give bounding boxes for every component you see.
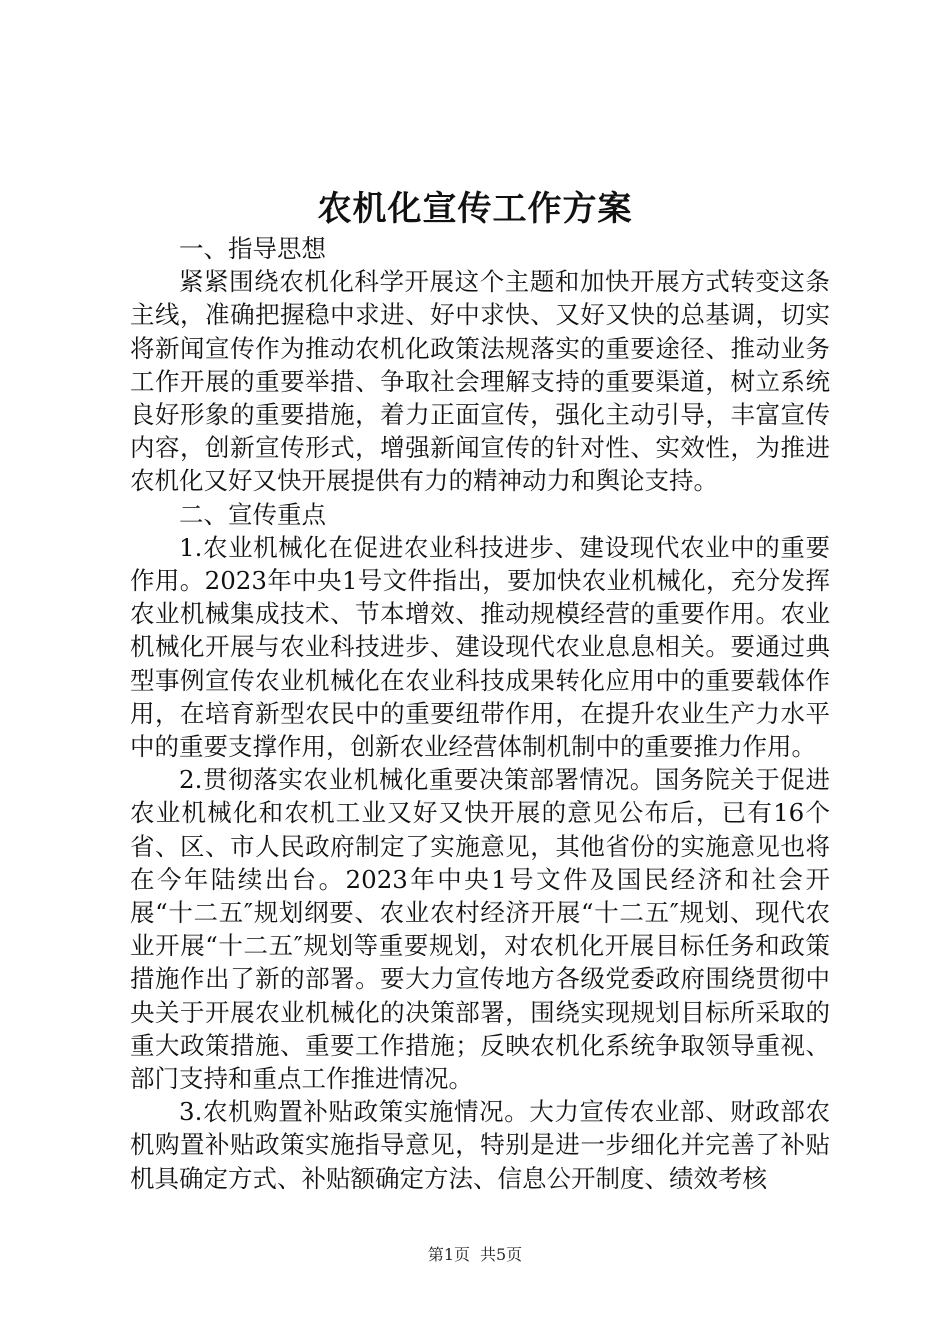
section-heading-publicity-focus: 二、宣传重点 <box>179 499 326 529</box>
page-footer <box>0 1244 950 1266</box>
paragraph-guiding-ideology: 紧紧围绕农机化科学开展这个主题和加快开展方式转变这条主线，准确把握稳中求进、好中求快、又好又快的总基调，切实将新闻宣传作为推动农机化政策法规落实的重要途径、推动业务工作开展的重要举措、争取社会理解支持的重要渠道，树立系统良好形象的重要措施，着力正面宣传，强化主动引导，丰富宣传内容，创新宣传形式，增强新闻宣传的针对性、实效性，为推进农机化又好又快开展提供有力的精神动力和舆论支持。 <box>130 267 830 496</box>
document-title: 农机化宣传工作方案 <box>317 189 633 229</box>
paragraph-point-2: 2.贯彻落实农业机械化重要决策部署情况。国务院关于促进农业机械化和农机工业又好又快开展的意见公布后，已有16个省、区、市人民政府制定了实施意见，其他省份的实施意见也将在今年陆续出台。2023年中央1号文件及国民经济和社会开展“十二五″规划纲要、农业农村经济开展“十二五″规划、现代农业开展“十二五″规划等重要规划，对农机化开展目标任务和政策措施作出了新的部署。要大力宣传地方各级党委政府围绕贯彻中央关于开展农业机械化的决策部署，围绕实现规划目标所采取的重大政策措施、重要工作措施；反映农机化系统争取领导重视、部门支持和重点工作推进情况。 <box>130 765 830 1094</box>
section-heading-guiding-ideology: 一、指导思想 <box>179 234 326 263</box>
paragraph-point-1: 1.农业机械化在促进农业科技进步、建设现代农业中的重要作用。2023年中央1号文件指出，要加快农业机械化，充分发挥农业机械集成技术、节本增效、推动规模经营的重要作用。农业机械化开展与农业科技进步、建设现代农业息息相关。要通过典型事例宣传农业机械化在农业科技成果转化应用中的重要载体作用，在培育新型农民中的重要纽带作用，在提升农业生产力水平中的重要支撑作用，创新农业经营体制机制中的重要推力作用。 <box>130 532 830 762</box>
paragraph-point-3: 3.农机购置补贴政策实施情况。大力宣传农业部、财政部农机购置补贴政策实施指导意见，特别是进一步细化并完善了补贴机具确定方式、补贴额确定方法、信息公开制度、绩效考核 <box>130 1097 830 1193</box>
page-number: 第1页 <box>427 1245 470 1264</box>
page-total: 共5页 <box>480 1245 523 1264</box>
document-body <box>130 232 830 1195</box>
